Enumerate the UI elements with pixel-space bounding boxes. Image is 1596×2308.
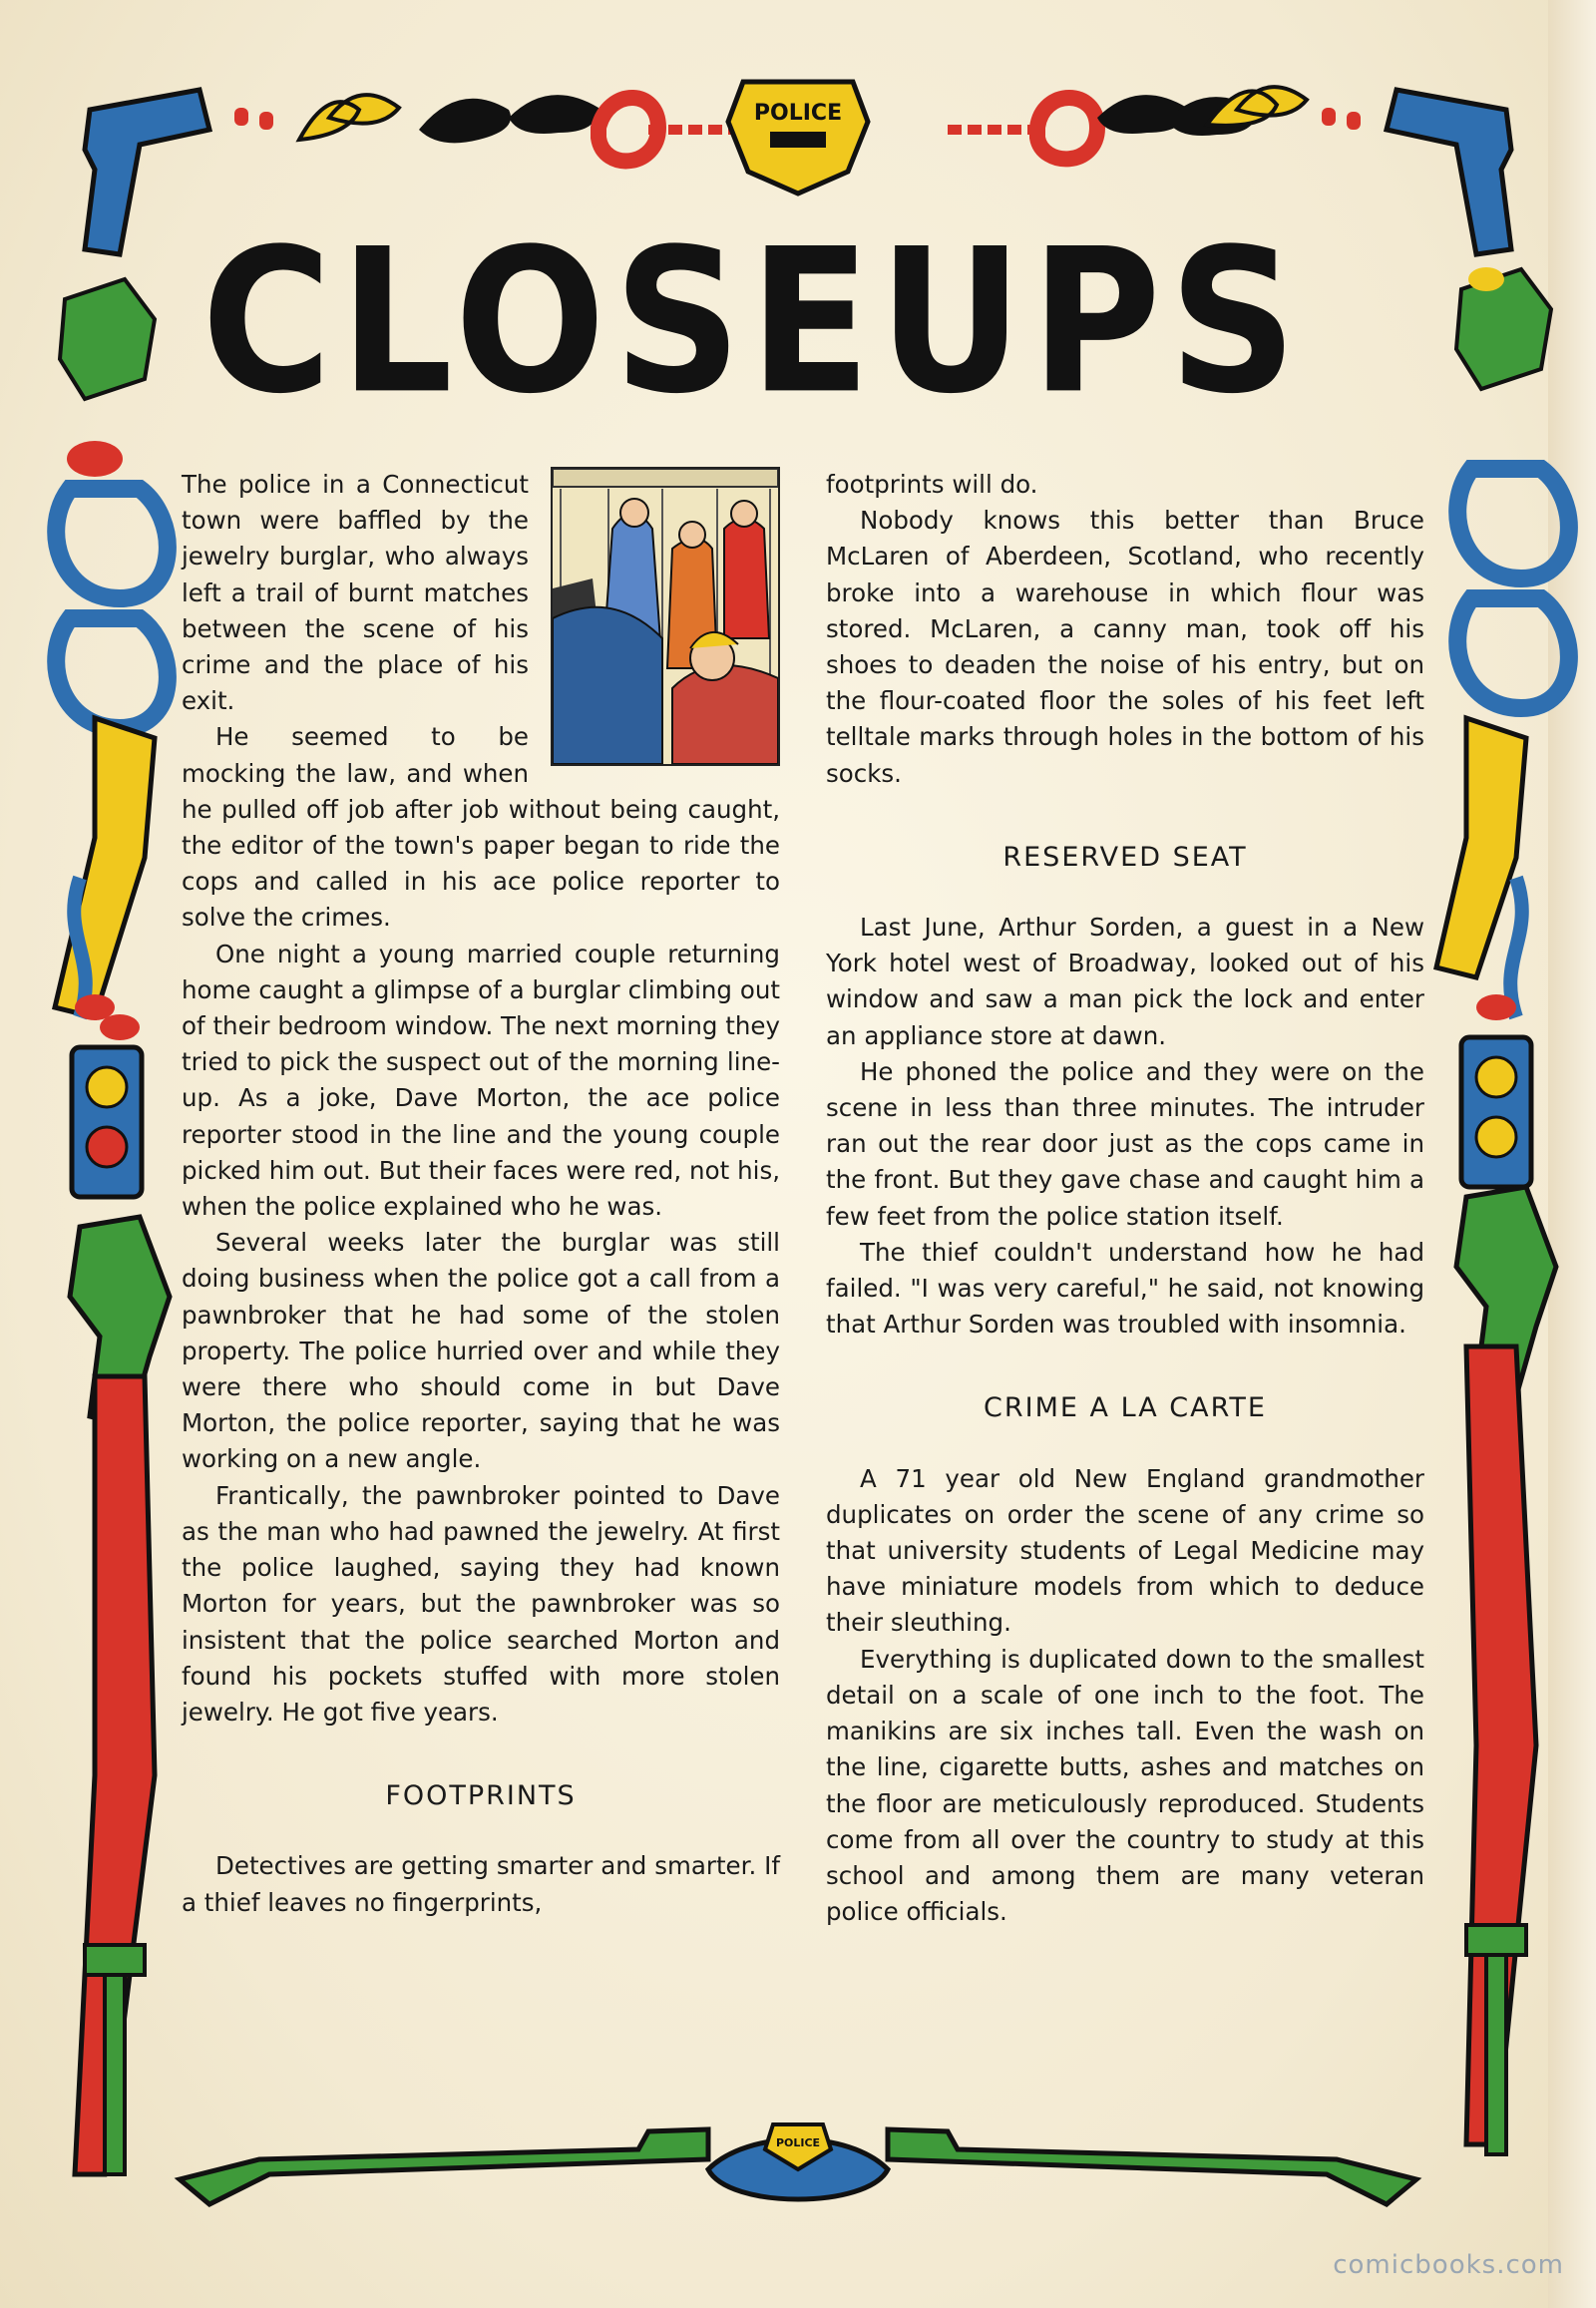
article-paragraph: One night a young married couple returning home caught a glimpse of a burglar climbing out of their bedroom window. The next morning they tried to pick the suspect out of the morning line-up. As a joke, Dave Morton, the ace police reporter stood in the line and the young couple picked him out. But their faces were red, not his, when the police explained who he was.	[182, 939, 780, 1222]
right-border-decor	[1436, 267, 1569, 2154]
section-heading-footprints: FOOTPRINTS	[385, 1780, 577, 1812]
article-paragraph: Frantically, the pawnbroker pointed to Dave as the man who had pawned the jewelry. At first the police laughed, saying they had known Morton for years, but the pawnbroker was so insistent that the police searched Morton and found his pockets stuffed with more stolen jewelry. He got five years.	[182, 1480, 780, 1727]
article-paragraph: A 71 year old New England grandmother duplicates on order the scene of any crime so that university students of Legal Medicine may have miniature models from which to deduce their sleuthing.	[826, 1463, 1424, 1638]
lineup-illustration	[551, 467, 780, 766]
right-column	[826, 467, 1424, 1930]
badge-top-text: POLICE	[753, 101, 843, 126]
article-paragraph: He phoned the police and they were on the scene in less than three minutes. The intruder ran out the rear door just as the cops came in the front. But they gave chase and caught him a few feet from the police station itself.	[826, 1056, 1424, 1231]
police-badge-top	[728, 82, 868, 193]
badge-bottom-text: POLICE	[775, 2136, 821, 2149]
left-column	[182, 467, 780, 1921]
section-heading-reserved-seat: RESERVED SEAT	[1002, 841, 1248, 873]
article-paragraph: Detectives are getting smarter and smarter. If a thief leaves no fingerprints,	[182, 1851, 780, 1917]
article-paragraph: The thief couldn't understand how he had failed. "I was very careful," he said, not knowing that Arthur Sorden was troubled with insomnia.	[826, 1237, 1424, 1340]
bottom-border-rifles	[180, 2124, 1416, 2204]
article-paragraph: footprints will do.	[826, 470, 1038, 499]
article-paragraph: Everything is duplicated down to the smallest detail on a scale of one inch to the foot. The manikins are six inches tall. Even the wash on the line, cigarette butts, ashes and matches on the floor are meticulously reproduced. Students come from all over the country to study at this school and among them are many veteran police officials.	[826, 1644, 1424, 1927]
page-title: CLOSEUPS	[200, 205, 1305, 438]
section-heading-crime-a-la-carte: CRIME A LA CARTE	[984, 1392, 1267, 1424]
site-credit: comicbooks.com	[1333, 2250, 1564, 2280]
left-border-decor	[55, 279, 170, 2174]
article-paragraph: Several weeks later the burglar was still doing business when the police got a call from a pawnbroker that he had some of the stolen property. The police hurried over and while they were there who should come in but Dave Morton, the police reporter, saying that he was working on a new angle.	[182, 1228, 780, 1474]
article-paragraph: The police in a Connecticut town were baffled by the jewelry burglar, who always left a trail of burnt matches between the scene of his crime and the place of his exit.	[182, 470, 529, 716]
article-paragraph: He seemed to be mocking the law, and when he pulled off job after job without being caught, the editor of the town's paper began to ride the cops and called in his ace police reporter to solve the crimes.	[182, 722, 780, 933]
article-paragraph: Nobody knows this better than Bruce McLaren of Aberdeen, Scotland, who recently broke into a warehouse in which flour was stored. McLaren, a canny man, took off his shoes to deaden the noise of his entry, but on the flour-coated floor the soles of his feet left telltale marks through holes in the bottom of his socks.	[826, 506, 1424, 788]
gun-icon-top-right	[1387, 90, 1511, 254]
article-paragraph: Last June, Arthur Sorden, a guest in a New York hotel west of Broadway, looked out of his window and saw a man pick the lock and enter an appliance store at dawn.	[826, 913, 1424, 1050]
